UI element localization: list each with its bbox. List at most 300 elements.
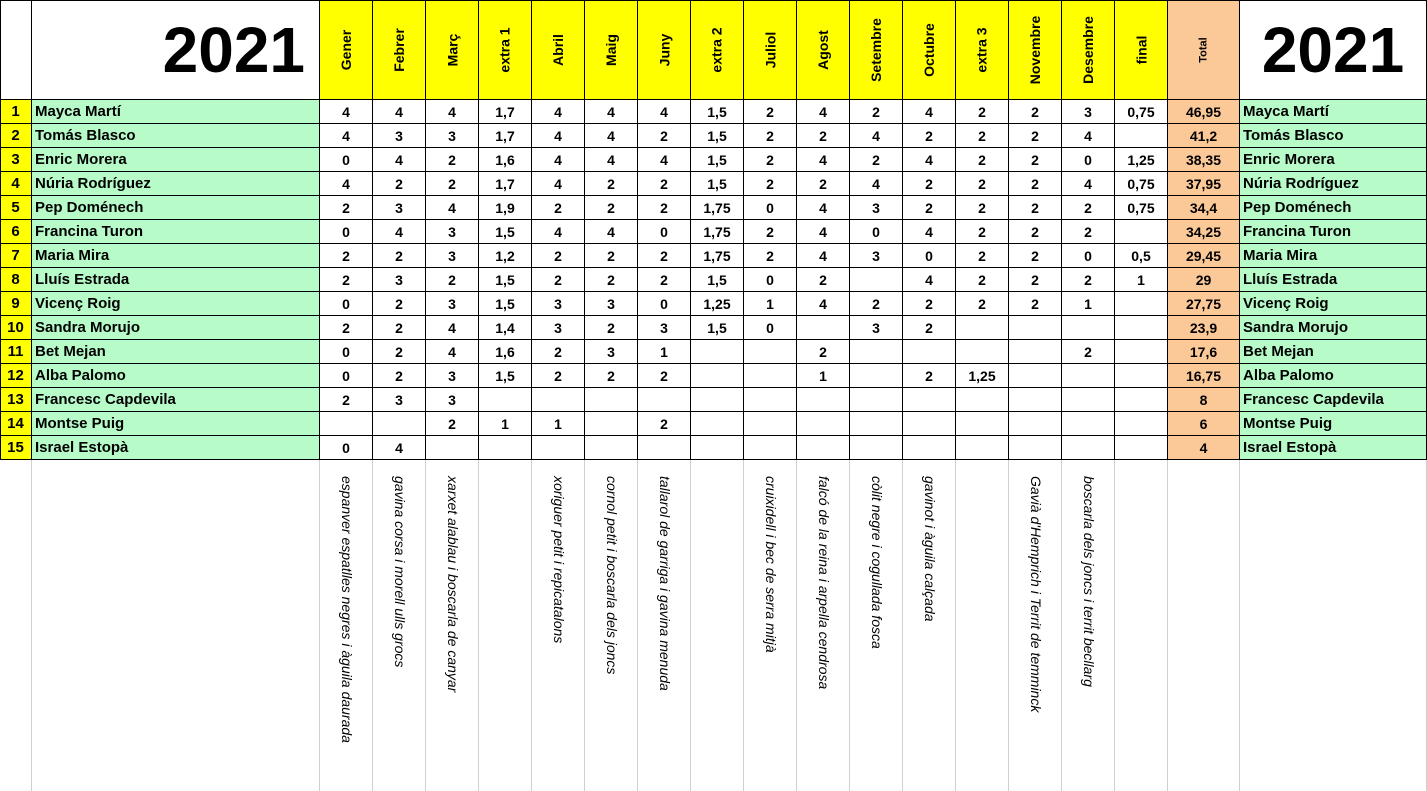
score-cell[interactable]: 1,5 xyxy=(479,292,532,316)
score-cell[interactable]: 0 xyxy=(903,244,956,268)
month-header[interactable] xyxy=(903,0,956,100)
score-cell[interactable]: 3 xyxy=(426,364,479,388)
score-cell[interactable] xyxy=(797,316,850,340)
score-cell[interactable]: 2 xyxy=(1009,220,1062,244)
score-cell[interactable]: 2 xyxy=(744,100,797,124)
score-cell[interactable]: 1,75 xyxy=(691,220,744,244)
score-cell[interactable]: 4 xyxy=(797,244,850,268)
score-cell[interactable]: 2 xyxy=(797,340,850,364)
score-cell[interactable]: 4 xyxy=(585,100,638,124)
score-cell[interactable] xyxy=(850,412,903,436)
score-cell[interactable]: 1,5 xyxy=(691,100,744,124)
year-title-right[interactable]: 2021 xyxy=(1240,0,1427,100)
score-cell[interactable]: 3 xyxy=(373,388,426,412)
score-cell[interactable]: 1,7 xyxy=(479,100,532,124)
score-cell[interactable]: 3 xyxy=(638,316,691,340)
score-cell[interactable]: 3 xyxy=(373,124,426,148)
score-cell[interactable]: 2 xyxy=(956,124,1009,148)
score-cell[interactable]: 4 xyxy=(426,196,479,220)
score-cell[interactable]: 2 xyxy=(1009,268,1062,292)
score-cell[interactable]: 0 xyxy=(1062,148,1115,172)
score-cell[interactable] xyxy=(744,412,797,436)
score-cell[interactable]: 2 xyxy=(532,196,585,220)
score-cell[interactable] xyxy=(1009,412,1062,436)
total-cell[interactable]: 41,2 xyxy=(1168,124,1240,148)
player-name-cell[interactable]: Lluís Estrada xyxy=(32,268,320,292)
score-cell[interactable]: 1,5 xyxy=(479,364,532,388)
score-cell[interactable]: 0,75 xyxy=(1115,172,1168,196)
score-cell[interactable]: 2 xyxy=(956,292,1009,316)
player-name-right-cell[interactable]: Alba Palomo xyxy=(1240,364,1427,388)
rank-cell[interactable]: 3 xyxy=(0,148,32,172)
score-cell[interactable]: 0 xyxy=(1062,244,1115,268)
score-cell[interactable]: 2 xyxy=(797,268,850,292)
score-cell[interactable]: 0 xyxy=(638,292,691,316)
player-name-cell[interactable]: Sandra Morujo xyxy=(32,316,320,340)
player-name-cell[interactable]: Francina Turon xyxy=(32,220,320,244)
corner-cell[interactable] xyxy=(0,0,32,100)
score-cell[interactable]: 0,75 xyxy=(1115,196,1168,220)
score-cell[interactable]: 1,5 xyxy=(479,268,532,292)
score-cell[interactable]: 4 xyxy=(585,220,638,244)
rank-cell[interactable]: 10 xyxy=(0,316,32,340)
score-cell[interactable] xyxy=(1115,364,1168,388)
total-header[interactable] xyxy=(1168,0,1240,100)
score-cell[interactable]: 2 xyxy=(744,244,797,268)
score-cell[interactable] xyxy=(850,268,903,292)
score-cell[interactable] xyxy=(850,436,903,460)
score-cell[interactable]: 0,5 xyxy=(1115,244,1168,268)
score-cell[interactable] xyxy=(797,388,850,412)
score-cell[interactable]: 4 xyxy=(426,100,479,124)
score-cell[interactable] xyxy=(1009,364,1062,388)
score-cell[interactable]: 2 xyxy=(1062,196,1115,220)
score-cell[interactable]: 1,5 xyxy=(691,148,744,172)
rank-cell[interactable]: 1 xyxy=(0,100,32,124)
score-cell[interactable]: 0,75 xyxy=(1115,100,1168,124)
score-cell[interactable]: 0 xyxy=(320,436,373,460)
score-cell[interactable]: 1,5 xyxy=(691,172,744,196)
score-cell[interactable] xyxy=(1115,388,1168,412)
score-cell[interactable]: 3 xyxy=(850,244,903,268)
total-cell[interactable]: 29,45 xyxy=(1168,244,1240,268)
score-cell[interactable]: 2 xyxy=(744,220,797,244)
score-cell[interactable]: 1,5 xyxy=(691,316,744,340)
player-name-cell[interactable]: Francesc Capdevila xyxy=(32,388,320,412)
rank-cell[interactable]: 7 xyxy=(0,244,32,268)
score-cell[interactable]: 4 xyxy=(373,148,426,172)
player-name-right-cell[interactable]: Bet Mejan xyxy=(1240,340,1427,364)
month-header[interactable] xyxy=(320,0,373,100)
score-cell[interactable]: 0 xyxy=(744,316,797,340)
score-cell[interactable]: 2 xyxy=(744,124,797,148)
score-cell[interactable]: 2 xyxy=(744,148,797,172)
score-cell[interactable]: 2 xyxy=(1009,124,1062,148)
score-cell[interactable] xyxy=(532,436,585,460)
month-header[interactable] xyxy=(744,0,797,100)
score-cell[interactable] xyxy=(585,388,638,412)
score-cell[interactable]: 2 xyxy=(426,412,479,436)
score-cell[interactable]: 2 xyxy=(797,172,850,196)
player-name-right-cell[interactable]: Francesc Capdevila xyxy=(1240,388,1427,412)
score-cell[interactable]: 4 xyxy=(797,100,850,124)
score-cell[interactable] xyxy=(797,436,850,460)
score-cell[interactable]: 2 xyxy=(1062,268,1115,292)
score-cell[interactable]: 2 xyxy=(585,364,638,388)
score-cell[interactable]: 2 xyxy=(532,268,585,292)
score-cell[interactable]: 2 xyxy=(373,172,426,196)
score-cell[interactable]: 2 xyxy=(373,340,426,364)
score-cell[interactable] xyxy=(850,364,903,388)
rank-cell[interactable]: 9 xyxy=(0,292,32,316)
score-cell[interactable] xyxy=(532,388,585,412)
score-cell[interactable]: 4 xyxy=(532,220,585,244)
score-cell[interactable] xyxy=(744,388,797,412)
score-cell[interactable]: 2 xyxy=(1062,220,1115,244)
score-cell[interactable] xyxy=(1115,340,1168,364)
score-cell[interactable]: 2 xyxy=(903,124,956,148)
score-cell[interactable] xyxy=(956,436,1009,460)
score-cell[interactable]: 2 xyxy=(1009,244,1062,268)
score-cell[interactable]: 4 xyxy=(850,124,903,148)
score-cell[interactable]: 2 xyxy=(956,100,1009,124)
rank-cell[interactable]: 8 xyxy=(0,268,32,292)
month-header[interactable] xyxy=(373,0,426,100)
score-cell[interactable] xyxy=(1115,124,1168,148)
score-cell[interactable]: 2 xyxy=(1009,292,1062,316)
score-cell[interactable]: 2 xyxy=(638,412,691,436)
player-name-right-cell[interactable]: Pep Doménech xyxy=(1240,196,1427,220)
player-name-right-cell[interactable]: Sandra Morujo xyxy=(1240,316,1427,340)
score-cell[interactable]: 3 xyxy=(850,316,903,340)
score-cell[interactable]: 4 xyxy=(373,436,426,460)
month-header[interactable] xyxy=(797,0,850,100)
score-cell[interactable]: 1,5 xyxy=(691,124,744,148)
score-cell[interactable]: 2 xyxy=(638,244,691,268)
score-cell[interactable]: 2 xyxy=(903,172,956,196)
player-name-cell[interactable]: Israel Estopà xyxy=(32,436,320,460)
score-cell[interactable] xyxy=(585,436,638,460)
score-cell[interactable]: 2 xyxy=(373,364,426,388)
total-cell[interactable]: 17,6 xyxy=(1168,340,1240,364)
score-cell[interactable]: 2 xyxy=(320,268,373,292)
player-name-right-cell[interactable]: Israel Estopà xyxy=(1240,436,1427,460)
player-name-cell[interactable]: Tomás Blasco xyxy=(32,124,320,148)
score-cell[interactable]: 2 xyxy=(1009,148,1062,172)
score-cell[interactable]: 2 xyxy=(320,196,373,220)
score-cell[interactable]: 1 xyxy=(1115,268,1168,292)
player-name-right-cell[interactable]: Vicenç Roig xyxy=(1240,292,1427,316)
score-cell[interactable] xyxy=(956,340,1009,364)
score-cell[interactable] xyxy=(691,388,744,412)
score-cell[interactable]: 4 xyxy=(638,148,691,172)
score-cell[interactable] xyxy=(1062,388,1115,412)
score-cell[interactable]: 4 xyxy=(532,124,585,148)
score-cell[interactable]: 0 xyxy=(850,220,903,244)
score-cell[interactable]: 1,6 xyxy=(479,340,532,364)
player-name-right-cell[interactable]: Mayca Martí xyxy=(1240,100,1427,124)
score-cell[interactable]: 4 xyxy=(797,148,850,172)
score-cell[interactable]: 4 xyxy=(426,340,479,364)
score-cell[interactable]: 2 xyxy=(956,268,1009,292)
player-name-right-cell[interactable]: Montse Puig xyxy=(1240,412,1427,436)
rank-cell[interactable]: 14 xyxy=(0,412,32,436)
score-cell[interactable] xyxy=(585,412,638,436)
total-cell[interactable]: 6 xyxy=(1168,412,1240,436)
rank-cell[interactable]: 13 xyxy=(0,388,32,412)
score-cell[interactable]: 4 xyxy=(320,100,373,124)
score-cell[interactable]: 2 xyxy=(638,196,691,220)
score-cell[interactable]: 2 xyxy=(585,172,638,196)
score-cell[interactable]: 1,4 xyxy=(479,316,532,340)
score-cell[interactable]: 2 xyxy=(638,172,691,196)
score-cell[interactable] xyxy=(638,436,691,460)
score-cell[interactable]: 1 xyxy=(638,340,691,364)
rank-cell[interactable]: 2 xyxy=(0,124,32,148)
score-cell[interactable]: 1,25 xyxy=(691,292,744,316)
score-cell[interactable] xyxy=(1062,364,1115,388)
score-cell[interactable]: 2 xyxy=(1009,100,1062,124)
score-cell[interactable]: 0 xyxy=(638,220,691,244)
score-cell[interactable] xyxy=(1115,220,1168,244)
player-name-right-cell[interactable]: Lluís Estrada xyxy=(1240,268,1427,292)
score-cell[interactable]: 2 xyxy=(373,292,426,316)
score-cell[interactable] xyxy=(850,388,903,412)
score-cell[interactable] xyxy=(744,364,797,388)
score-cell[interactable] xyxy=(903,436,956,460)
player-name-cell[interactable]: Mayca Martí xyxy=(32,100,320,124)
score-cell[interactable]: 4 xyxy=(850,172,903,196)
score-cell[interactable] xyxy=(744,340,797,364)
score-cell[interactable] xyxy=(691,364,744,388)
score-cell[interactable] xyxy=(744,436,797,460)
score-cell[interactable]: 2 xyxy=(426,172,479,196)
rank-cell[interactable]: 4 xyxy=(0,172,32,196)
total-cell[interactable]: 23,9 xyxy=(1168,316,1240,340)
player-name-cell[interactable]: Maria Mira xyxy=(32,244,320,268)
total-cell[interactable]: 38,35 xyxy=(1168,148,1240,172)
score-cell[interactable]: 1,6 xyxy=(479,148,532,172)
total-cell[interactable]: 8 xyxy=(1168,388,1240,412)
rank-cell[interactable]: 11 xyxy=(0,340,32,364)
player-name-cell[interactable]: Pep Doménech xyxy=(32,196,320,220)
score-cell[interactable] xyxy=(1115,412,1168,436)
player-name-cell[interactable]: Enric Morera xyxy=(32,148,320,172)
empty-cell[interactable] xyxy=(956,460,1009,791)
rank-cell[interactable]: 5 xyxy=(0,196,32,220)
score-cell[interactable]: 2 xyxy=(850,148,903,172)
score-cell[interactable]: 2 xyxy=(956,220,1009,244)
score-cell[interactable]: 2 xyxy=(532,364,585,388)
score-cell[interactable]: 2 xyxy=(850,100,903,124)
score-cell[interactable]: 4 xyxy=(320,172,373,196)
score-cell[interactable] xyxy=(638,388,691,412)
score-cell[interactable] xyxy=(956,316,1009,340)
month-header[interactable] xyxy=(585,0,638,100)
score-cell[interactable]: 1 xyxy=(532,412,585,436)
total-cell[interactable]: 29 xyxy=(1168,268,1240,292)
month-header[interactable] xyxy=(691,0,744,100)
empty-cell[interactable] xyxy=(1240,460,1427,791)
score-cell[interactable] xyxy=(797,412,850,436)
score-cell[interactable] xyxy=(1009,436,1062,460)
score-cell[interactable] xyxy=(1062,412,1115,436)
empty-cell[interactable] xyxy=(691,460,744,791)
total-cell[interactable]: 37,95 xyxy=(1168,172,1240,196)
score-cell[interactable]: 3 xyxy=(850,196,903,220)
score-cell[interactable]: 4 xyxy=(320,124,373,148)
score-cell[interactable]: 1,2 xyxy=(479,244,532,268)
score-cell[interactable]: 1,25 xyxy=(1115,148,1168,172)
score-cell[interactable]: 4 xyxy=(797,220,850,244)
score-cell[interactable]: 4 xyxy=(373,100,426,124)
player-name-right-cell[interactable]: Maria Mira xyxy=(1240,244,1427,268)
month-header[interactable] xyxy=(850,0,903,100)
total-cell[interactable]: 27,75 xyxy=(1168,292,1240,316)
score-cell[interactable]: 1 xyxy=(797,364,850,388)
score-cell[interactable] xyxy=(850,340,903,364)
month-header[interactable] xyxy=(956,0,1009,100)
score-cell[interactable]: 4 xyxy=(903,100,956,124)
player-name-cell[interactable]: Vicenç Roig xyxy=(32,292,320,316)
score-cell[interactable]: 1 xyxy=(479,412,532,436)
score-cell[interactable]: 2 xyxy=(638,268,691,292)
score-cell[interactable]: 3 xyxy=(1062,100,1115,124)
score-cell[interactable]: 3 xyxy=(373,196,426,220)
score-cell[interactable]: 2 xyxy=(850,292,903,316)
score-cell[interactable] xyxy=(956,388,1009,412)
score-cell[interactable]: 2 xyxy=(585,316,638,340)
score-cell[interactable]: 2 xyxy=(956,196,1009,220)
player-name-cell[interactable]: Alba Palomo xyxy=(32,364,320,388)
score-cell[interactable]: 2 xyxy=(744,172,797,196)
score-cell[interactable]: 2 xyxy=(532,340,585,364)
score-cell[interactable]: 3 xyxy=(426,124,479,148)
score-cell[interactable]: 0 xyxy=(744,268,797,292)
score-cell[interactable]: 0 xyxy=(744,196,797,220)
score-cell[interactable]: 4 xyxy=(426,316,479,340)
score-cell[interactable]: 0 xyxy=(320,292,373,316)
score-cell[interactable]: 3 xyxy=(585,292,638,316)
score-cell[interactable]: 4 xyxy=(532,148,585,172)
player-name-right-cell[interactable]: Enric Morera xyxy=(1240,148,1427,172)
score-cell[interactable] xyxy=(479,436,532,460)
month-header[interactable] xyxy=(1115,0,1168,100)
empty-cell[interactable] xyxy=(1168,460,1240,791)
score-cell[interactable]: 1 xyxy=(1062,292,1115,316)
score-cell[interactable]: 4 xyxy=(1062,172,1115,196)
score-cell[interactable]: 4 xyxy=(1062,124,1115,148)
score-cell[interactable] xyxy=(1009,316,1062,340)
score-cell[interactable] xyxy=(691,412,744,436)
rank-cell[interactable]: 6 xyxy=(0,220,32,244)
player-name-cell[interactable]: Bet Mejan xyxy=(32,340,320,364)
score-cell[interactable] xyxy=(426,436,479,460)
score-cell[interactable] xyxy=(1062,316,1115,340)
score-cell[interactable]: 2 xyxy=(1009,172,1062,196)
score-cell[interactable]: 4 xyxy=(373,220,426,244)
score-cell[interactable]: 3 xyxy=(426,244,479,268)
score-cell[interactable]: 2 xyxy=(956,148,1009,172)
score-cell[interactable]: 2 xyxy=(426,268,479,292)
score-cell[interactable]: 2 xyxy=(638,124,691,148)
score-cell[interactable]: 1,5 xyxy=(691,268,744,292)
score-cell[interactable] xyxy=(1115,292,1168,316)
score-cell[interactable]: 3 xyxy=(373,268,426,292)
player-name-cell[interactable]: Montse Puig xyxy=(32,412,320,436)
score-cell[interactable]: 3 xyxy=(532,292,585,316)
score-cell[interactable] xyxy=(903,388,956,412)
score-cell[interactable]: 1,75 xyxy=(691,196,744,220)
month-header[interactable] xyxy=(479,0,532,100)
score-cell[interactable]: 4 xyxy=(903,148,956,172)
score-cell[interactable]: 2 xyxy=(585,268,638,292)
score-cell[interactable]: 3 xyxy=(426,388,479,412)
score-cell[interactable]: 0 xyxy=(320,340,373,364)
score-cell[interactable]: 2 xyxy=(797,124,850,148)
score-cell[interactable]: 4 xyxy=(797,292,850,316)
score-cell[interactable]: 1,7 xyxy=(479,172,532,196)
month-header[interactable] xyxy=(638,0,691,100)
score-cell[interactable] xyxy=(373,412,426,436)
score-cell[interactable]: 1,5 xyxy=(479,220,532,244)
score-cell[interactable]: 2 xyxy=(320,388,373,412)
score-cell[interactable]: 2 xyxy=(320,244,373,268)
score-cell[interactable]: 2 xyxy=(956,244,1009,268)
score-cell[interactable]: 0 xyxy=(320,364,373,388)
total-cell[interactable]: 16,75 xyxy=(1168,364,1240,388)
score-cell[interactable]: 2 xyxy=(320,316,373,340)
month-header[interactable] xyxy=(426,0,479,100)
score-cell[interactable] xyxy=(1009,340,1062,364)
score-cell[interactable]: 2 xyxy=(426,148,479,172)
score-cell[interactable]: 3 xyxy=(532,316,585,340)
score-cell[interactable]: 2 xyxy=(585,244,638,268)
score-cell[interactable] xyxy=(691,436,744,460)
empty-cell[interactable] xyxy=(1115,460,1168,791)
score-cell[interactable]: 2 xyxy=(903,196,956,220)
score-cell[interactable]: 1,7 xyxy=(479,124,532,148)
score-cell[interactable]: 2 xyxy=(903,316,956,340)
total-cell[interactable]: 4 xyxy=(1168,436,1240,460)
score-cell[interactable]: 4 xyxy=(532,100,585,124)
total-cell[interactable]: 46,95 xyxy=(1168,100,1240,124)
score-cell[interactable]: 1,25 xyxy=(956,364,1009,388)
score-cell[interactable] xyxy=(1009,388,1062,412)
score-cell[interactable]: 2 xyxy=(956,172,1009,196)
empty-cell[interactable] xyxy=(32,460,320,791)
score-cell[interactable]: 4 xyxy=(797,196,850,220)
score-cell[interactable]: 2 xyxy=(1009,196,1062,220)
score-cell[interactable]: 1 xyxy=(744,292,797,316)
score-cell[interactable]: 0 xyxy=(320,148,373,172)
score-cell[interactable]: 2 xyxy=(373,244,426,268)
player-name-right-cell[interactable]: Francina Turon xyxy=(1240,220,1427,244)
score-cell[interactable] xyxy=(1062,436,1115,460)
score-cell[interactable]: 2 xyxy=(638,364,691,388)
total-cell[interactable]: 34,25 xyxy=(1168,220,1240,244)
score-cell[interactable] xyxy=(479,388,532,412)
year-title-left[interactable]: 2021 xyxy=(32,0,320,100)
score-cell[interactable]: 2 xyxy=(585,196,638,220)
month-header[interactable] xyxy=(1062,0,1115,100)
score-cell[interactable] xyxy=(320,412,373,436)
score-cell[interactable]: 2 xyxy=(373,316,426,340)
score-cell[interactable]: 4 xyxy=(532,172,585,196)
month-header[interactable] xyxy=(532,0,585,100)
score-cell[interactable]: 2 xyxy=(532,244,585,268)
score-cell[interactable] xyxy=(903,412,956,436)
